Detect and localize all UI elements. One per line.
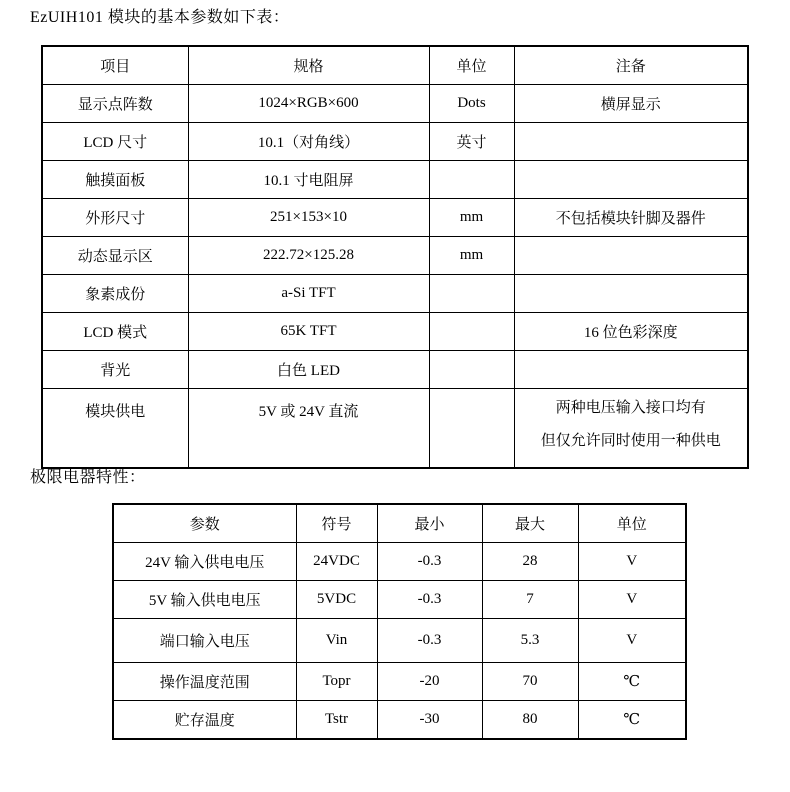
table-header-row: [42, 46, 748, 85]
table-row: [42, 199, 748, 237]
table-row: [113, 581, 686, 619]
cell-note: 不包括模块针脚及器件: [514, 199, 748, 237]
cell-note: [514, 237, 748, 275]
cell-spec: 1024×RGB×600: [188, 85, 429, 123]
cell-max: 5.3: [482, 619, 578, 663]
power-note-line-2: 但仅允许同时使用一种供电: [540, 433, 721, 449]
column-header-max: 最大: [482, 504, 578, 543]
cell-item: 外形尺寸: [42, 199, 188, 237]
cell-unit: V: [578, 581, 686, 619]
cell-spec: 5V 或 24V 直流: [188, 389, 429, 469]
column-header-unit: 单位: [429, 46, 514, 85]
cell-item: 显示点阵数: [42, 85, 188, 123]
table-row-power-supply: [42, 389, 748, 469]
cell-item: 触摸面板: [42, 161, 188, 199]
table-row: [42, 351, 748, 389]
cell-symbol: 5VDC: [296, 581, 377, 619]
cell-note: [514, 161, 748, 199]
table-row: [42, 275, 748, 313]
cell-spec: a-Si TFT: [188, 275, 429, 313]
table-row: [113, 701, 686, 740]
cell-spec: 10.1（对角线）: [188, 123, 429, 161]
cell-note: 横屏显示: [514, 85, 748, 123]
cell-min: -0.3: [377, 543, 482, 581]
cell-min: -30: [377, 701, 482, 740]
cell-min: -20: [377, 663, 482, 701]
power-note-line-1: 两种电压输入接口均有: [555, 400, 706, 416]
cell-symbol: Vin: [296, 619, 377, 663]
cell-item: 象素成份: [42, 275, 188, 313]
table-row: [113, 619, 686, 663]
cell-max: 80: [482, 701, 578, 740]
basic-parameters-table: [41, 45, 749, 469]
cell-item: LCD 尺寸: [42, 123, 188, 161]
cell-spec: 白色 LED: [188, 351, 429, 389]
cell-unit: ℃: [578, 663, 686, 701]
cell-max: 7: [482, 581, 578, 619]
cell-parameter: 操作温度范围: [113, 663, 296, 701]
table-row: [42, 313, 748, 351]
cell-symbol: 24VDC: [296, 543, 377, 581]
cell-unit: [429, 351, 514, 389]
cell-min: -0.3: [377, 619, 482, 663]
cell-unit: [429, 275, 514, 313]
cell-spec: 10.1 寸电阻屏: [188, 161, 429, 199]
cell-parameter: 端口输入电压: [113, 619, 296, 663]
table-row: [42, 85, 748, 123]
cell-note: [514, 389, 748, 469]
cell-max: 28: [482, 543, 578, 581]
table-row: [42, 237, 748, 275]
column-header-symbol: 符号: [296, 504, 377, 543]
cell-note: [514, 351, 748, 389]
limit-characteristics-table: [112, 503, 687, 740]
limit-characteristics-section-title: 极限电器特性：: [30, 469, 146, 486]
cell-spec: 222.72×125.28: [188, 237, 429, 275]
table-row: [42, 161, 748, 199]
cell-unit: ℃: [578, 701, 686, 740]
cell-item: 模块供电: [42, 389, 188, 469]
table-header-row: [113, 504, 686, 543]
cell-parameter: 24V 输入供电电压: [113, 543, 296, 581]
cell-parameter: 贮存温度: [113, 701, 296, 740]
cell-unit: [429, 313, 514, 351]
column-header-item: 项目: [42, 46, 188, 85]
column-header-spec: 规格: [188, 46, 429, 85]
basic-parameters-section-title: EzUIH101 模块的基本参数如下表：: [30, 9, 290, 26]
cell-item: LCD 模式: [42, 313, 188, 351]
cell-symbol: Topr: [296, 663, 377, 701]
cell-unit: [429, 161, 514, 199]
cell-unit: mm: [429, 199, 514, 237]
cell-item: 背光: [42, 351, 188, 389]
cell-note: [514, 123, 748, 161]
cell-spec: 65K TFT: [188, 313, 429, 351]
cell-item: 动态显示区: [42, 237, 188, 275]
table-row: [113, 543, 686, 581]
cell-spec: 251×153×10: [188, 199, 429, 237]
cell-unit: V: [578, 619, 686, 663]
cell-min: -0.3: [377, 581, 482, 619]
cell-unit: [429, 389, 514, 469]
cell-max: 70: [482, 663, 578, 701]
cell-unit: mm: [429, 237, 514, 275]
table-row: [42, 123, 748, 161]
cell-unit: 英寸: [429, 123, 514, 161]
column-header-unit: 单位: [578, 504, 686, 543]
table-row: [113, 663, 686, 701]
column-header-parameter: 参数: [113, 504, 296, 543]
cell-note: 16 位色彩深度: [514, 313, 748, 351]
column-header-note: 注备: [514, 46, 748, 85]
cell-symbol: Tstr: [296, 701, 377, 740]
cell-unit: Dots: [429, 85, 514, 123]
cell-parameter: 5V 输入供电电压: [113, 581, 296, 619]
column-header-min: 最小: [377, 504, 482, 543]
cell-note: [514, 275, 748, 313]
cell-unit: V: [578, 543, 686, 581]
